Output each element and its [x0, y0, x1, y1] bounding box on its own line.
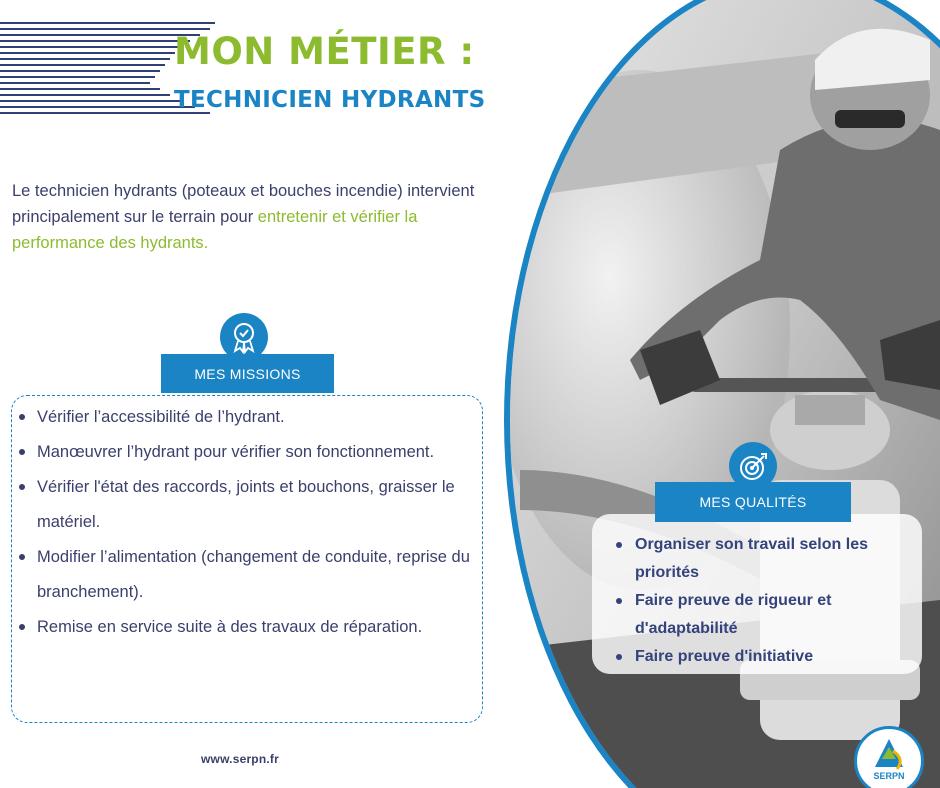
website-link[interactable]: www.serpn.fr [201, 752, 279, 766]
list-item: Vérifier l’accessibilité de l’hydrant. [15, 400, 475, 435]
serpn-logo-icon [854, 726, 924, 788]
list-item: Organiser son travail selon les priorités [611, 531, 923, 587]
missions-label: MES MISSIONS [161, 354, 334, 393]
list-item: Faire preuve d'initiative [611, 643, 923, 671]
missions-list [15, 400, 475, 645]
logo-text: SERPN [873, 771, 905, 781]
list-item: Manœuvrer l’hydrant pour vérifier son fonctionnement. [15, 435, 475, 470]
intro-text: Le technicien hydrants (poteaux et bouches incendie) intervient principalement sur le terrain pour [12, 182, 475, 226]
list-item: Vérifier l'état des raccords, joints et bouchons, graisser le matériel. [15, 470, 475, 540]
qualities-list [611, 531, 923, 671]
list-item: Modifier l’alimentation (changement de conduite, reprise du branchement). [15, 540, 475, 610]
list-item: Faire preuve de rigueur et d'adaptabilité [611, 587, 923, 643]
intro-highlight: entretenir et vérifier la performance des hydrants. [12, 208, 418, 252]
qualities-label: MES QUALITÉS [655, 482, 851, 522]
list-item: Remise en service suite à des travaux de réparation. [15, 610, 475, 645]
page-subtitle: TECHNICIEN HYDRANTS [174, 87, 486, 113]
page-title: MON MÉTIER : [174, 30, 475, 73]
